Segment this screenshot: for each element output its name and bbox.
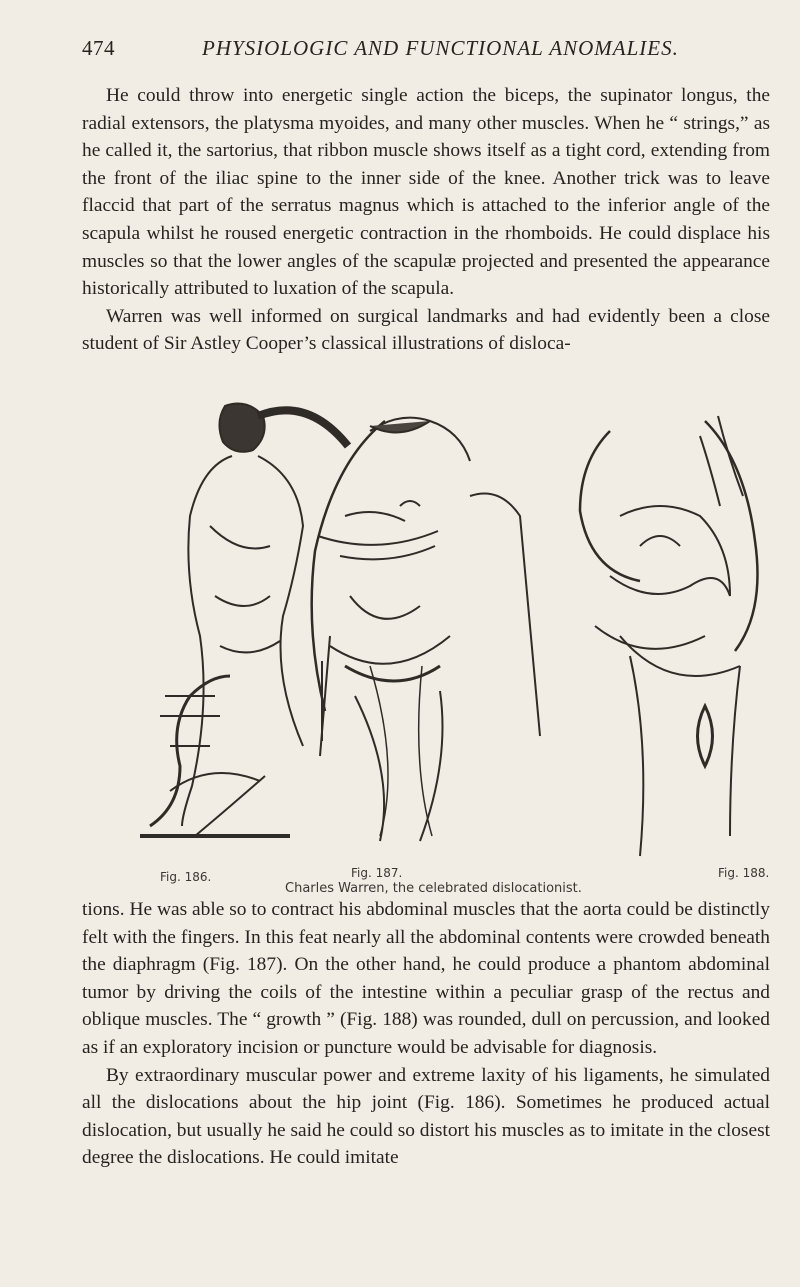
paragraph: Warren was well informed on surgical landmarks and had evidently been a close student of Sir Astley Cooper’s classical illustrations of disloca- [82, 305, 770, 355]
paragraph: He could throw into energetic single action the biceps, the supinator longus, the radial extensors, the platysma myoides, and many other muscles. When he “ strings,” as he called it, the sartorius, that ribbon muscle shows itself as a tight cord, extending from the front of the iliac spine to the inner side of the knee. Another trick was to leave flaccid that part of the serratus magnus which is attached to the inferior angle of the scapula whilst he roused energetic contraction in the rhomboids. He could displace his muscles so that the lower angles of the scapulæ projected and presented the appearance historically attributed to luxation of the scapula. [82, 85, 770, 300]
figure-label-187: Fig. 187. [351, 866, 403, 880]
engraving-illustration [140, 396, 780, 866]
figure-engraving [140, 396, 780, 866]
fig-186-figure [140, 404, 348, 836]
paragraph: tions. He was able so to contract his abdominal muscles that the aorta could be distinctly felt with the fingers. In this feat nearly all the abdominal contents were crowded beneath the diaphragm (Fig. 187). On the other hand, he could produce a phantom abdominal tumor by driving the coils of the intestine within a peculiar grasp of the rectus and oblique muscles. The “ growth ” (Fig. 188) was rounded, dull on percussion, and looked as if an exploratory incision or puncture would be advisable for diagnosis. [82, 899, 770, 1058]
paragraph: By extraordinary muscular power and extreme laxity of his ligaments, he simulated all the dislocations about the hip joint (Fig. 186). Sometimes he produced actual dislocation, but usually he said he could so distort his muscles as to imitate in the closest degree the dislocations. He could imitate [82, 1064, 770, 1169]
fig-188-figure [580, 416, 758, 856]
fig-187-figure [312, 418, 540, 841]
page-header [82, 36, 762, 66]
figure-label-186: Fig. 186. [160, 870, 212, 884]
body-text-bottom [82, 896, 770, 1172]
figure-caption: Charles Warren, the celebrated dislocationist. [285, 881, 582, 896]
running-title: PHYSIOLOGIC AND FUNCTIONAL ANOMALIES. [202, 36, 679, 60]
page-number: 474 [82, 36, 115, 60]
body-text-top [82, 82, 770, 358]
figure-label-188: Fig. 188. [718, 866, 770, 880]
